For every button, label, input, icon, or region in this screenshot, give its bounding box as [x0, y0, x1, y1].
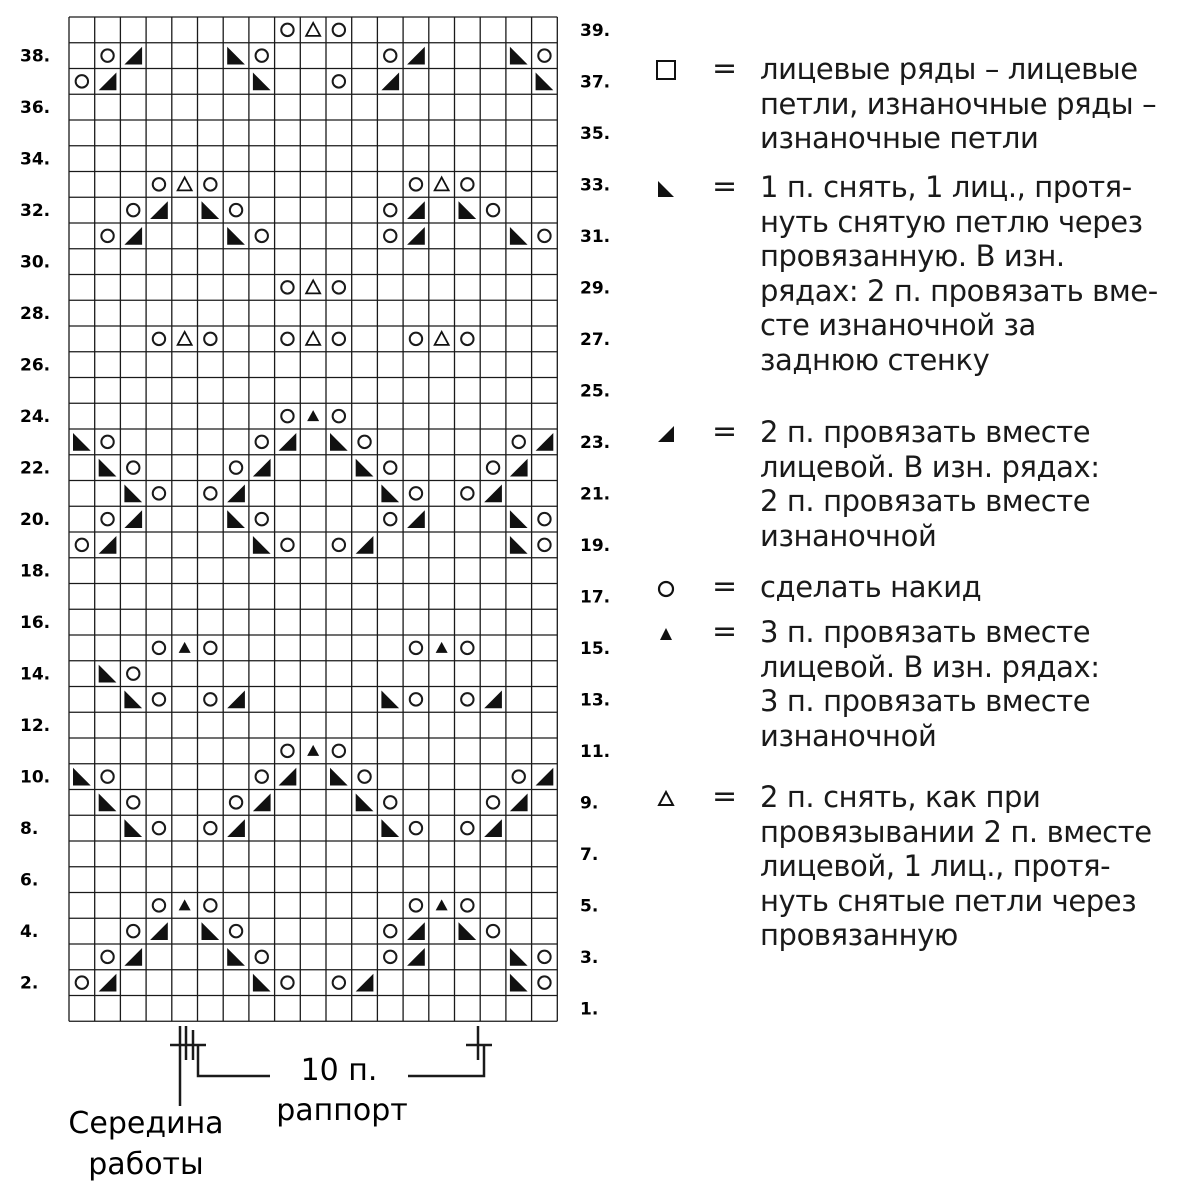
- yarn-over-mark: [256, 770, 268, 782]
- yarn-over-mark: [76, 539, 88, 551]
- k2tog-mark: [150, 201, 168, 219]
- yarn-over-mark: [281, 745, 293, 757]
- ssk-mark: [227, 510, 245, 528]
- ssk-mark: [253, 73, 271, 91]
- legend-item: [650, 52, 1156, 156]
- k3tog-mark: [436, 899, 448, 910]
- ssk-mark: [202, 201, 220, 219]
- k3tog-mark: [307, 410, 319, 421]
- yarn-over-mark: [333, 976, 345, 988]
- yarn-over-mark: [384, 513, 396, 525]
- row-label-right: 29.: [580, 278, 611, 299]
- yarn-over-mark: [204, 178, 216, 190]
- ssk-mark: [99, 794, 117, 812]
- ssk-mark: [330, 433, 348, 451]
- row-label-left: 34.: [20, 149, 51, 170]
- row-label-right: 11.: [580, 741, 611, 762]
- yarn-over-mark: [101, 951, 113, 963]
- yarn-over-mark: [256, 230, 268, 242]
- ssk-mark: [381, 485, 399, 503]
- row-label-right: 39.: [580, 20, 611, 41]
- k2tog-mark: [279, 768, 297, 786]
- k2tog-mark: [536, 433, 554, 451]
- ssk-mark: [459, 201, 477, 219]
- ssk-mark: [510, 536, 528, 554]
- yarn-over-mark: [256, 951, 268, 963]
- ssk-mark: [510, 510, 528, 528]
- k2tog-mark: [124, 510, 142, 528]
- square-icon: [652, 58, 682, 84]
- row-label-right: 3.: [580, 947, 599, 968]
- double-slip-mark: [306, 280, 320, 293]
- yarn-over-mark: [281, 410, 293, 422]
- row-label-left: 14.: [20, 664, 51, 685]
- ssk-mark: [510, 227, 528, 245]
- row-label-left: 2.: [20, 973, 39, 994]
- ssk-mark: [99, 459, 117, 477]
- k2tog-mark: [407, 948, 425, 966]
- ssk-mark: [124, 819, 142, 837]
- ssk-mark: [381, 819, 399, 837]
- k2tog-mark: [124, 948, 142, 966]
- row-label-left: 28.: [20, 304, 51, 325]
- k2tog-mark: [124, 227, 142, 245]
- k2tog-mark: [150, 922, 168, 940]
- row-label-left: 36.: [20, 98, 51, 119]
- yarn-over-mark: [410, 693, 422, 705]
- yarn-over-mark: [487, 204, 499, 216]
- k2tog-icon: [652, 421, 682, 447]
- yarn-over-mark: [358, 436, 370, 448]
- row-label-left: 24.: [20, 407, 51, 428]
- k2tog-mark: [381, 73, 399, 91]
- row-label-right: 31.: [580, 226, 611, 247]
- yarn-over-mark: [204, 487, 216, 499]
- legend-item: [650, 170, 1158, 377]
- yarn-over-mark: [410, 899, 422, 911]
- yarn-over-mark: [230, 796, 242, 808]
- yarn-over-mark: [101, 230, 113, 242]
- row-label-right: 23.: [580, 432, 611, 453]
- row-label-left: 6.: [20, 870, 39, 891]
- middle-label-line2: работы: [88, 1147, 204, 1182]
- ssk-mark: [227, 47, 245, 65]
- ssk-mark: [202, 922, 220, 940]
- ssk-mark: [253, 974, 271, 992]
- row-label-right: 5.: [580, 896, 599, 917]
- row-label-left: 22.: [20, 458, 51, 479]
- legend-text: 2 п. провязать вместе лицевой. В изн. рядах: 2 п. провязать вместе изнаночной: [760, 415, 1100, 553]
- yarn-over-mark: [256, 436, 268, 448]
- legend-text: 1 п. снять, 1 лиц., протя- нуть снятую петлю через провязанную. В изн. рядах: 2 п. провязать вме- сте изнаночной за заднюю стенку: [760, 170, 1158, 377]
- k2tog-mark: [99, 536, 117, 554]
- row-label-left: 18.: [20, 561, 51, 582]
- yarn-over-mark: [256, 49, 268, 61]
- yarn-over-mark: [101, 513, 113, 525]
- yarn-over-mark: [281, 24, 293, 36]
- k2tog-mark: [279, 433, 297, 451]
- ssk-mark: [356, 794, 374, 812]
- yarn-over-mark: [153, 333, 165, 345]
- k2tog-mark: [407, 922, 425, 940]
- ssk-mark: [536, 73, 554, 91]
- ssk-mark: [510, 974, 528, 992]
- row-label-left: 8.: [20, 819, 39, 840]
- k2tog-mark: [356, 974, 374, 992]
- legend-item: [650, 615, 1100, 753]
- row-label-left: 30.: [20, 252, 51, 273]
- yarn-over-mark: [281, 976, 293, 988]
- yarn-over-mark: [538, 513, 550, 525]
- row-label-left: 26.: [20, 355, 51, 376]
- yarn-over-mark: [538, 230, 550, 242]
- row-label-right: 15.: [580, 638, 611, 659]
- k2tog-mark: [253, 794, 271, 812]
- ssk-mark: [99, 665, 117, 683]
- yarn-over-mark: [204, 642, 216, 654]
- yarn-over-mark: [461, 642, 473, 654]
- middle-label-line1: Середина: [68, 1106, 224, 1141]
- yarn-over-mark: [204, 333, 216, 345]
- legend-item: [650, 780, 1152, 953]
- ssk-mark: [510, 948, 528, 966]
- yarn-over-mark: [538, 951, 550, 963]
- ssk-mark: [227, 948, 245, 966]
- repeat-count-label: 10 п.: [300, 1053, 378, 1088]
- yarn-over-mark: [101, 436, 113, 448]
- yarn-over-mark: [461, 333, 473, 345]
- row-label-right: 37.: [580, 72, 611, 93]
- k2tog-mark: [510, 459, 528, 477]
- ssk-mark: [381, 691, 399, 709]
- k2tog-mark: [253, 459, 271, 477]
- row-label-left: 4.: [20, 922, 39, 943]
- k2tog-mark: [356, 536, 374, 554]
- row-label-left: 12.: [20, 716, 51, 737]
- legend-text: сделать накид: [760, 570, 982, 604]
- yarn-over-mark: [513, 770, 525, 782]
- yarn-over-mark: [153, 642, 165, 654]
- repeat-bracket-right: [408, 1045, 484, 1076]
- yarn-over-mark: [204, 693, 216, 705]
- yarn-over-mark: [153, 487, 165, 499]
- filled-triangle-icon: [652, 621, 682, 647]
- yarn-over-mark: [461, 899, 473, 911]
- yarn-over-mark: [384, 230, 396, 242]
- yarn-over-mark: [487, 925, 499, 937]
- k2tog-mark: [510, 794, 528, 812]
- legend-equals: =: [712, 614, 738, 649]
- k3tog-mark: [436, 642, 448, 653]
- yarn-over-mark: [127, 461, 139, 473]
- yarn-over-mark: [204, 822, 216, 834]
- row-label-left: 38.: [20, 46, 51, 67]
- k2tog-mark: [407, 510, 425, 528]
- k3tog-mark: [307, 745, 319, 756]
- yarn-over-mark: [333, 24, 345, 36]
- legend-text: лицевые ряды – лицевые петли, изнаночные ряды – изнаночные петли: [760, 52, 1157, 155]
- k2tog-mark: [536, 768, 554, 786]
- row-label-right: 19.: [580, 535, 611, 556]
- yarn-over-mark: [410, 178, 422, 190]
- row-label-left: 20.: [20, 510, 51, 531]
- legend-text: 2 п. снять, как при провязывании 2 п. вместе лицевой, 1 лиц., протя- нуть снятые петли через провязанную: [760, 780, 1152, 952]
- k2tog-mark: [99, 974, 117, 992]
- yarn-over-mark: [358, 770, 370, 782]
- yarn-over-mark: [127, 796, 139, 808]
- ssk-mark: [356, 459, 374, 477]
- yarn-over-mark: [410, 333, 422, 345]
- ssk-mark: [510, 47, 528, 65]
- yarn-over-mark: [281, 333, 293, 345]
- yarn-over-mark: [230, 461, 242, 473]
- ssk-mark: [253, 536, 271, 554]
- k2tog-mark: [407, 47, 425, 65]
- yarn-over-mark: [461, 693, 473, 705]
- row-label-right: 35.: [580, 123, 611, 144]
- k3tog-mark: [179, 642, 191, 653]
- yarn-over-mark: [230, 925, 242, 937]
- ssk-mark: [73, 433, 91, 451]
- yarn-over-mark: [153, 899, 165, 911]
- yarn-over-mark: [384, 204, 396, 216]
- yarn-over-mark: [76, 75, 88, 87]
- legend-item: [650, 570, 981, 605]
- row-label-right: 27.: [580, 329, 611, 350]
- double-slip-mark: [178, 177, 192, 190]
- yarn-over-mark: [384, 951, 396, 963]
- yarn-over-mark: [333, 333, 345, 345]
- row-label-left: 32.: [20, 201, 51, 222]
- k2tog-mark: [484, 819, 502, 837]
- yarn-over-mark: [333, 745, 345, 757]
- k2tog-mark: [484, 691, 502, 709]
- row-label-right: 21.: [580, 484, 611, 505]
- yarn-over-icon: [652, 576, 682, 602]
- legend-text: 3 п. провязать вместе лицевой. В изн. рядах: 3 п. провязать вместе изнаночной: [760, 615, 1100, 753]
- yarn-over-mark: [410, 642, 422, 654]
- legend-equals: =: [712, 779, 738, 814]
- legend-equals: =: [712, 169, 738, 204]
- k3tog-mark: [179, 899, 191, 910]
- double-slip-mark: [306, 332, 320, 345]
- ssk-mark: [330, 768, 348, 786]
- open-triangle-icon: [652, 786, 682, 812]
- double-slip-mark: [435, 177, 449, 190]
- yarn-over-mark: [204, 899, 216, 911]
- double-slip-mark: [435, 332, 449, 345]
- repeat-bracket-left: [198, 1045, 270, 1076]
- yarn-over-mark: [461, 487, 473, 499]
- row-label-right: 1.: [580, 999, 599, 1020]
- ssk-mark: [124, 691, 142, 709]
- yarn-over-mark: [384, 796, 396, 808]
- yarn-over-mark: [101, 770, 113, 782]
- yarn-over-mark: [461, 178, 473, 190]
- yarn-over-mark: [333, 539, 345, 551]
- ssk-mark: [227, 227, 245, 245]
- yarn-over-mark: [513, 436, 525, 448]
- yarn-over-mark: [538, 539, 550, 551]
- yarn-over-mark: [127, 925, 139, 937]
- row-label-right: 33.: [580, 175, 611, 196]
- yarn-over-mark: [487, 461, 499, 473]
- yarn-over-mark: [153, 693, 165, 705]
- yarn-over-mark: [256, 513, 268, 525]
- double-slip-mark: [306, 23, 320, 36]
- chart-symbols: [73, 23, 553, 992]
- yarn-over-mark: [384, 49, 396, 61]
- yarn-over-mark: [76, 976, 88, 988]
- yarn-over-mark: [333, 75, 345, 87]
- chart-grid: [69, 17, 557, 1021]
- yarn-over-mark: [281, 539, 293, 551]
- row-label-right: 7.: [580, 844, 599, 865]
- k2tog-mark: [227, 691, 245, 709]
- yarn-over-mark: [384, 461, 396, 473]
- yarn-over-mark: [461, 822, 473, 834]
- k2tog-mark: [407, 201, 425, 219]
- yarn-over-mark: [538, 976, 550, 988]
- legend-equals: =: [712, 51, 738, 86]
- legend-equals: =: [712, 414, 738, 449]
- yarn-over-mark: [127, 667, 139, 679]
- k2tog-mark: [407, 227, 425, 245]
- yarn-over-mark: [127, 204, 139, 216]
- k2tog-mark: [124, 47, 142, 65]
- row-label-left: 10.: [20, 767, 51, 788]
- k2tog-mark: [227, 819, 245, 837]
- double-slip-mark: [178, 332, 192, 345]
- k2tog-mark: [227, 485, 245, 503]
- yarn-over-mark: [487, 796, 499, 808]
- row-label-right: 9.: [580, 793, 599, 814]
- k2tog-mark: [99, 73, 117, 91]
- row-labels: [20, 21, 610, 1020]
- yarn-over-mark: [333, 281, 345, 293]
- legend-equals: =: [712, 569, 738, 604]
- row-label-right: 13.: [580, 690, 611, 711]
- ssk-icon: [652, 176, 682, 202]
- repeat-label: раппорт: [276, 1093, 408, 1128]
- yarn-over-mark: [384, 925, 396, 937]
- yarn-over-mark: [538, 49, 550, 61]
- yarn-over-mark: [281, 281, 293, 293]
- row-label-right: 17.: [580, 587, 611, 608]
- yarn-over-mark: [410, 822, 422, 834]
- ssk-mark: [459, 922, 477, 940]
- yarn-over-mark: [410, 487, 422, 499]
- yarn-over-mark: [333, 410, 345, 422]
- row-label-left: 16.: [20, 613, 51, 634]
- yarn-over-mark: [153, 822, 165, 834]
- ssk-mark: [124, 485, 142, 503]
- yarn-over-mark: [230, 204, 242, 216]
- yarn-over-mark: [101, 49, 113, 61]
- yarn-over-mark: [153, 178, 165, 190]
- ssk-mark: [73, 768, 91, 786]
- legend-item: [650, 415, 1100, 553]
- row-label-right: 25.: [580, 381, 611, 402]
- k2tog-mark: [484, 485, 502, 503]
